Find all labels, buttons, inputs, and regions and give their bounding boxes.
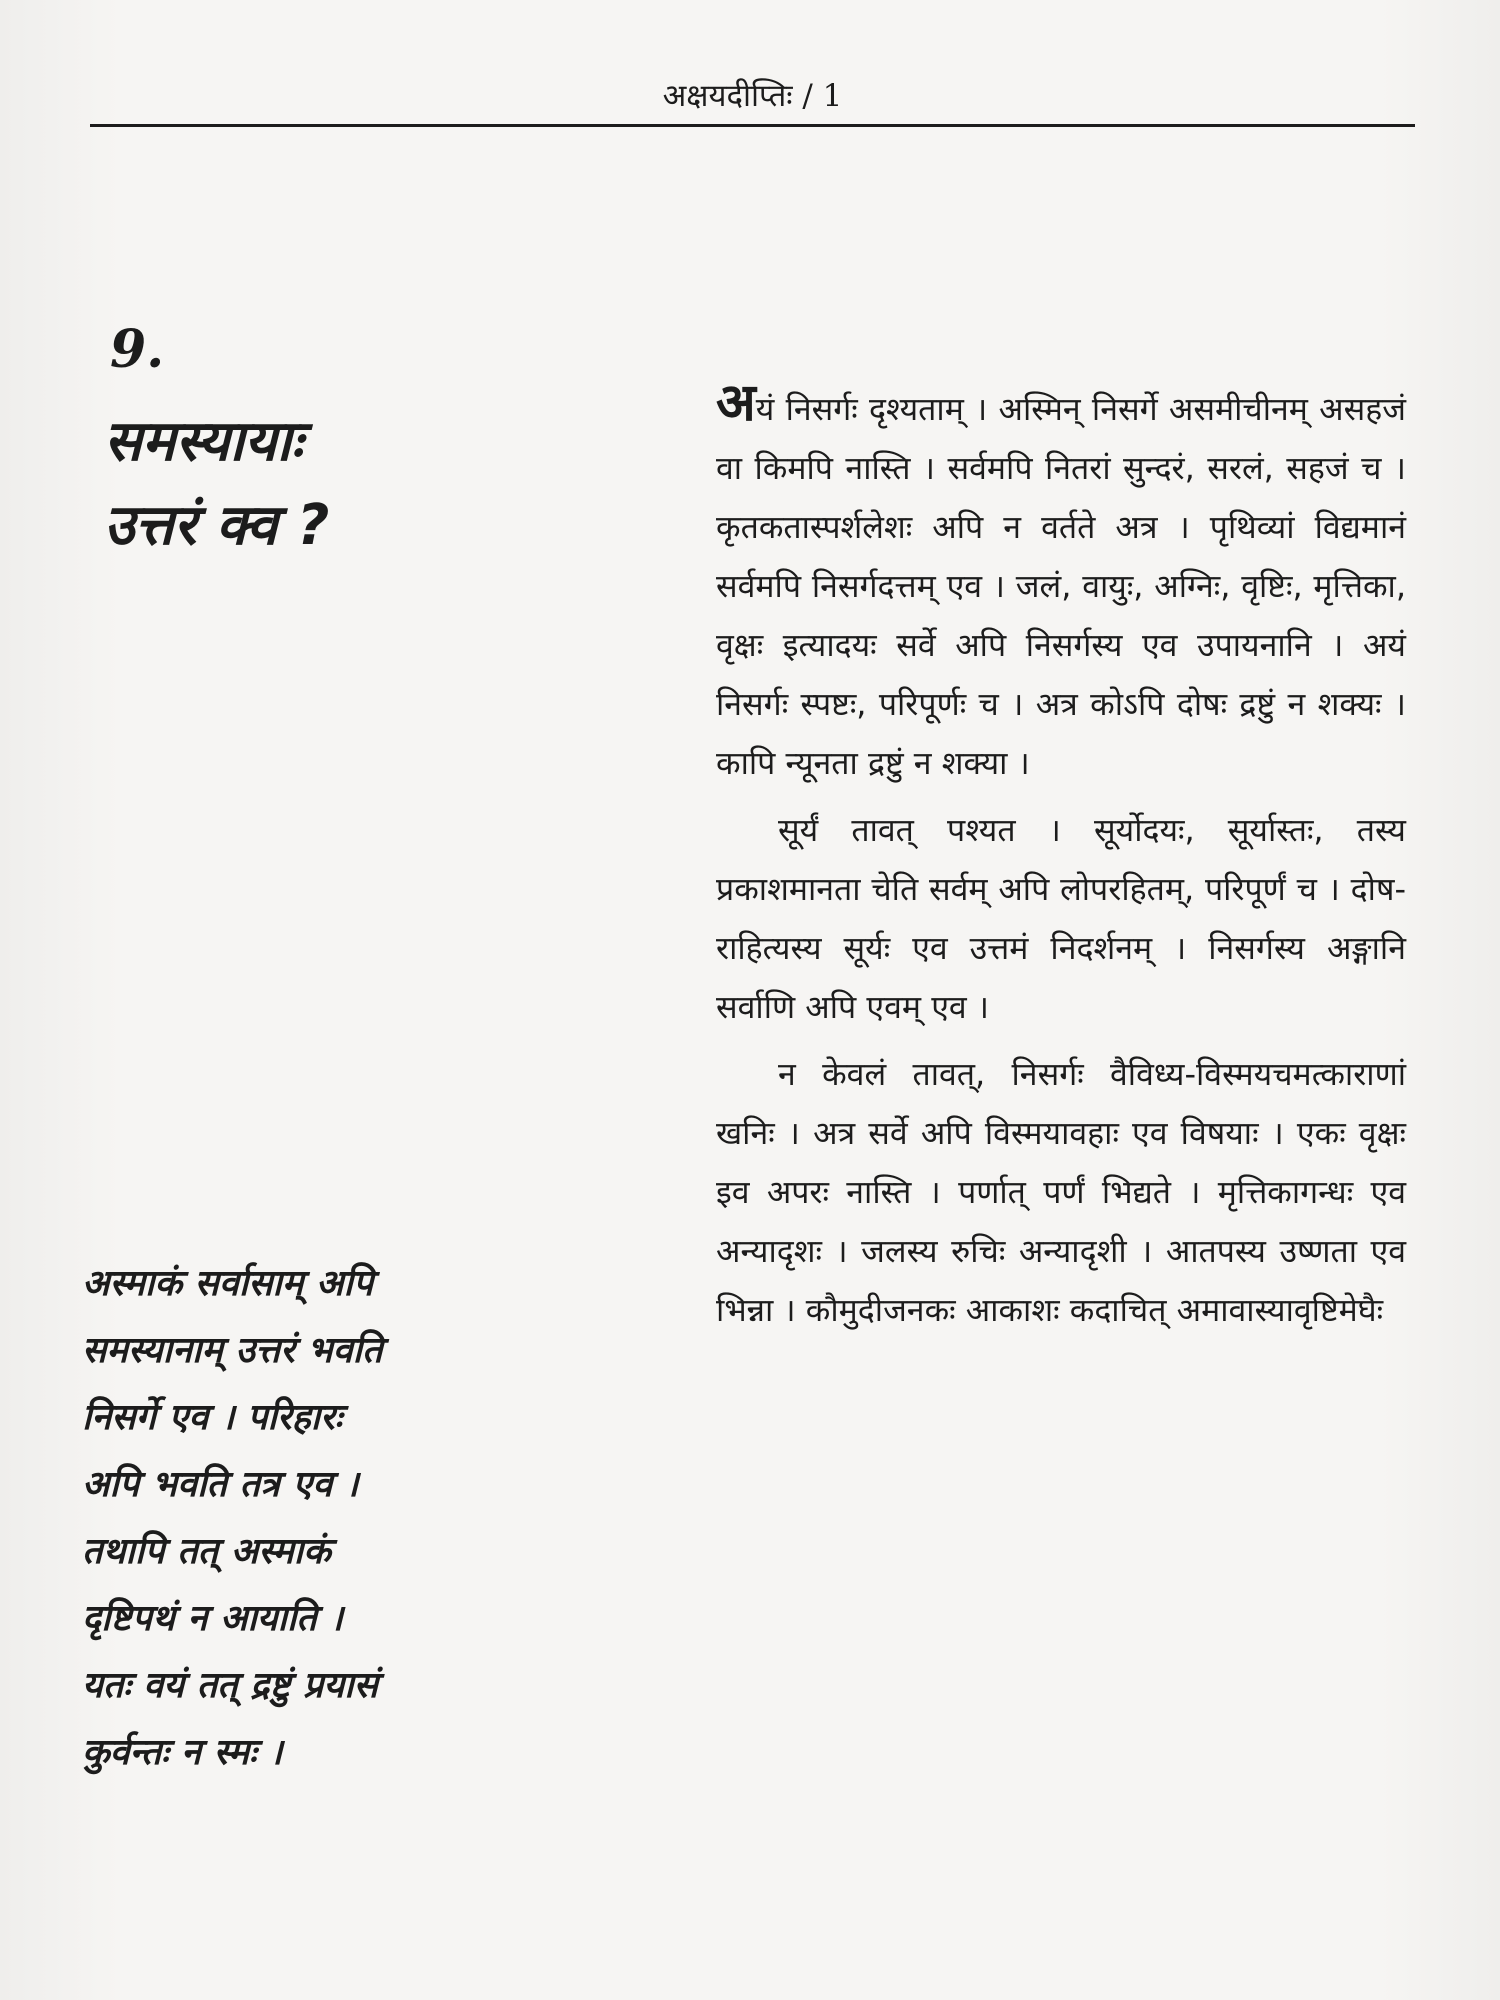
chapter-title	[104, 400, 644, 568]
header-rule	[90, 124, 1415, 127]
paragraph-3: न केवलं तावत्, निसर्गः वैविध्य-विस्मयचमत्काराणां खनिः । अत्र सर्वे अपि विस्मयावहाः एव विषयाः । एकः वृक्षः इव अपरः नास्ति । पर्णात् पर्णं भिद्यते । मृत्तिकागन्धः एव अन्यादृशः । जलस्य रुचिः अन्यादृशी । आतपस्य उष्णता एव भिन्ना । कौमुदीजनकः आकाशः कदाचित् अमावास्यावृष्टिमेघैः	[716, 1055, 1406, 1329]
pullquote-line: अस्माकं सर्वासाम् अपि	[82, 1263, 374, 1304]
pullquote-line: दृष्टिपथं न आयाति ।	[82, 1598, 343, 1639]
pullquote	[82, 1250, 682, 1786]
running-header: अक्षयदीप्तिः / 1	[662, 78, 843, 114]
pullquote-line: निसर्गे एव । परिहारः	[82, 1397, 343, 1438]
pullquote-line: समस्यानाम् उत्तरं भवति	[82, 1330, 383, 1371]
paragraph-1-text: यं निसर्गः दृश्यताम् । अस्मिन् निसर्गे असमीचीनम् असहजं वा किमपि नास्ति । सर्वमपि नितरां सुन्दरं, सरलं, सहजं च । कृतकतास्पर्शलेशः अपि न वर्तते अत्र । पृथिव्यां विद्यमानं सर्वमपि निसर्गदत्तम् एव । जलं, वायुः, अग्निः, वृष्टिः, मृत्तिका, वृक्षः इत्यादयः सर्वे अपि निसर्गस्य एव उपायनानि । अयं निसर्गः स्पष्टः, परिपूर्णः च । अत्र कोऽपि दोषः द्रष्टुं न शक्यः । कापि न्यूनता द्रष्टुं न शक्या ।	[716, 390, 1406, 782]
pullquote-line: यतः वयं तत् द्रष्टुं प्रयासं	[82, 1665, 378, 1706]
chapter-title-line-2: उत्तरं क्व ?	[104, 493, 330, 558]
paragraph-1	[716, 373, 1406, 793]
pullquote-line: अपि भवति तत्र एव ।	[82, 1464, 359, 1505]
chapter-number: 9.	[110, 319, 165, 380]
pullquote-line: कुर्वन्तः न स्मः ।	[82, 1732, 283, 1773]
chapter-title-line-1: समस्यायाः	[104, 409, 303, 474]
body-text	[716, 373, 1406, 1348]
drop-cap: अ	[716, 373, 756, 433]
pullquote-line: तथापि तत् अस्माकं	[82, 1531, 331, 1572]
paragraph-2: सूर्यं तावत् पश्यत । सूर्योदयः, सूर्यास्तः, तस्य प्रकाशमानता चेति सर्वम् अपि लोपरहितम्, परिपूर्णं च । दोष-राहित्यस्य सूर्यः एव उत्तमं निदर्शनम् । निसर्गस्य अङ्गानि सर्वाणि अपि एवम् एव ।	[716, 811, 1406, 1026]
